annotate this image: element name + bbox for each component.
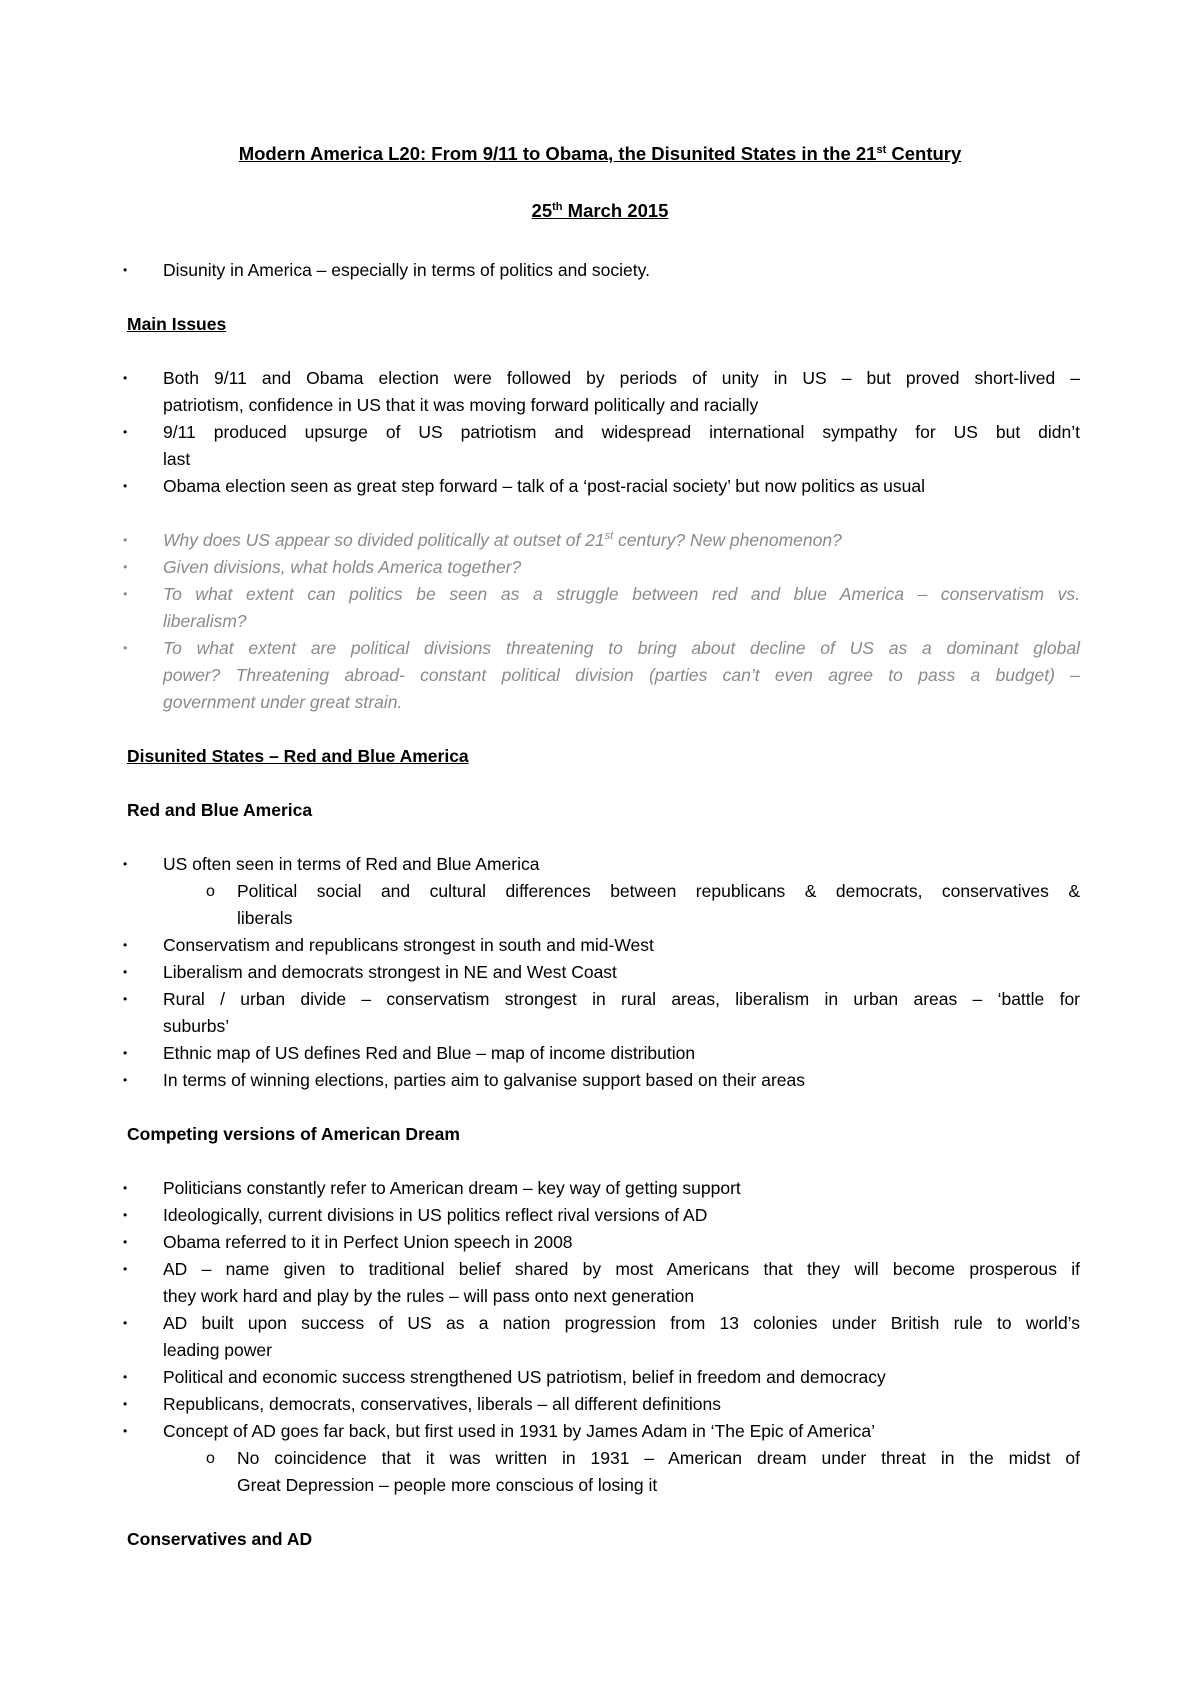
bullet-icon: • <box>123 1208 128 1222</box>
sub-list-item-cont: Great Depression – people more conscious of losing it <box>237 1475 658 1495</box>
list-item: AD built upon success of US as a nation progression from 13 colonies under British rule to world’s <box>163 1313 1080 1333</box>
question-item: Why does US appear so divided politically at outset of 21st century? New phenomenon? <box>163 530 842 550</box>
bullet-icon: • <box>123 641 128 655</box>
question-item-cont: power? Threatening abroad- constant political division (parties can’t even agree to pass a budget) – <box>163 665 1080 685</box>
list-item: Liberalism and democrats strongest in NE and West Coast <box>163 962 617 982</box>
bullet-icon: • <box>123 938 128 952</box>
bullet-icon: • <box>123 533 128 547</box>
sub-bullet-icon: o <box>206 883 215 900</box>
dream-heading: Competing versions of American Dream <box>127 1124 460 1144</box>
list-item: 9/11 produced upsurge of US patriotism and widespread international sympathy for US but didn’t <box>163 422 1080 442</box>
bullet-icon: • <box>123 371 128 385</box>
list-item: Ideologically, current divisions in US politics reflect rival versions of AD <box>163 1205 708 1225</box>
list-item-cont: patriotism, confidence in US that it was moving forward politically and racially <box>163 395 759 415</box>
bullet-icon: • <box>123 857 128 871</box>
list-item: Obama referred to it in Perfect Union speech in 2008 <box>163 1232 573 1252</box>
bullet-icon: • <box>123 587 128 601</box>
bullet-icon: • <box>123 1424 128 1438</box>
bullet-icon: • <box>123 1316 128 1330</box>
list-item-cont: suburbs’ <box>163 1016 230 1036</box>
list-item-cont: last <box>163 449 191 469</box>
bullet-icon: • <box>123 1397 128 1411</box>
intro-text: Disunity in America – especially in terms of politics and society. <box>163 260 650 280</box>
list-item: Concept of AD goes far back, but first used in 1931 by James Adam in ‘The Epic of America’ <box>163 1421 876 1441</box>
bullet-icon: • <box>123 1235 128 1249</box>
red-blue-heading: Red and Blue America <box>127 800 313 820</box>
list-item: Both 9/11 and Obama election were followed by periods of unity in US – but proved short-lived – <box>163 368 1080 388</box>
bullet-icon: • <box>123 992 128 1006</box>
bullet-icon: • <box>123 263 128 277</box>
list-item: Republicans, democrats, conservatives, liberals – all different definitions <box>163 1394 722 1414</box>
list-item: Rural / urban divide – conservatism strongest in rural areas, liberalism in urban areas – ‘battle for <box>163 989 1080 1009</box>
question-item: Given divisions, what holds America together? <box>163 557 522 577</box>
document-title: Modern America L20: From 9/11 to Obama, the Disunited States in the 21st Century <box>238 143 962 164</box>
bullet-icon: • <box>123 965 128 979</box>
bullet-icon: • <box>123 425 128 439</box>
sub-bullet-icon: o <box>206 1450 215 1467</box>
sub-list-item: No coincidence that it was written in 1931 – American dream under threat in the midst of <box>237 1448 1080 1468</box>
bullet-icon: • <box>123 1262 128 1276</box>
main-issues-heading: Main Issues <box>127 314 227 334</box>
bullet-icon: • <box>123 479 128 493</box>
question-item-cont: government under great strain. <box>163 692 403 712</box>
question-item-cont: liberalism? <box>163 611 247 631</box>
document-date: 25th March 2015 <box>531 200 669 221</box>
list-item: Political and economic success strengthened US patriotism, belief in freedom and democracy <box>163 1367 886 1387</box>
list-item: Politicians constantly refer to American dream – key way of getting support <box>163 1178 741 1198</box>
bullet-icon: • <box>123 1073 128 1087</box>
disunited-heading: Disunited States – Red and Blue America <box>127 746 469 766</box>
sub-list-item-cont: liberals <box>237 908 293 928</box>
list-item: Ethnic map of US defines Red and Blue – map of income distribution <box>163 1043 696 1063</box>
list-item: Obama election seen as great step forward – talk of a ‘post-racial society’ but now politics as usual <box>163 476 925 496</box>
bullet-icon: • <box>123 1181 128 1195</box>
bullet-icon: • <box>123 1370 128 1384</box>
sub-list-item: Political social and cultural differences between republicans & democrats, conservatives & <box>237 881 1080 901</box>
list-item: AD – name given to traditional belief shared by most Americans that they will become prosperous if <box>163 1259 1080 1279</box>
conservatives-heading: Conservatives and AD <box>127 1529 313 1549</box>
question-item: To what extent can politics be seen as a struggle between red and blue America – conservatism vs. <box>163 584 1080 604</box>
list-item-cont: they work hard and play by the rules – will pass onto next generation <box>163 1286 695 1306</box>
list-item: In terms of winning elections, parties aim to galvanise support based on their areas <box>163 1070 806 1090</box>
question-item: To what extent are political divisions threatening to bring about decline of US as a dominant global <box>163 638 1080 658</box>
list-item: Conservatism and republicans strongest in south and mid-West <box>163 935 654 955</box>
list-item-cont: leading power <box>163 1340 272 1360</box>
bullet-icon: • <box>123 560 128 574</box>
bullet-icon: • <box>123 1046 128 1060</box>
list-item: US often seen in terms of Red and Blue America <box>163 854 540 874</box>
